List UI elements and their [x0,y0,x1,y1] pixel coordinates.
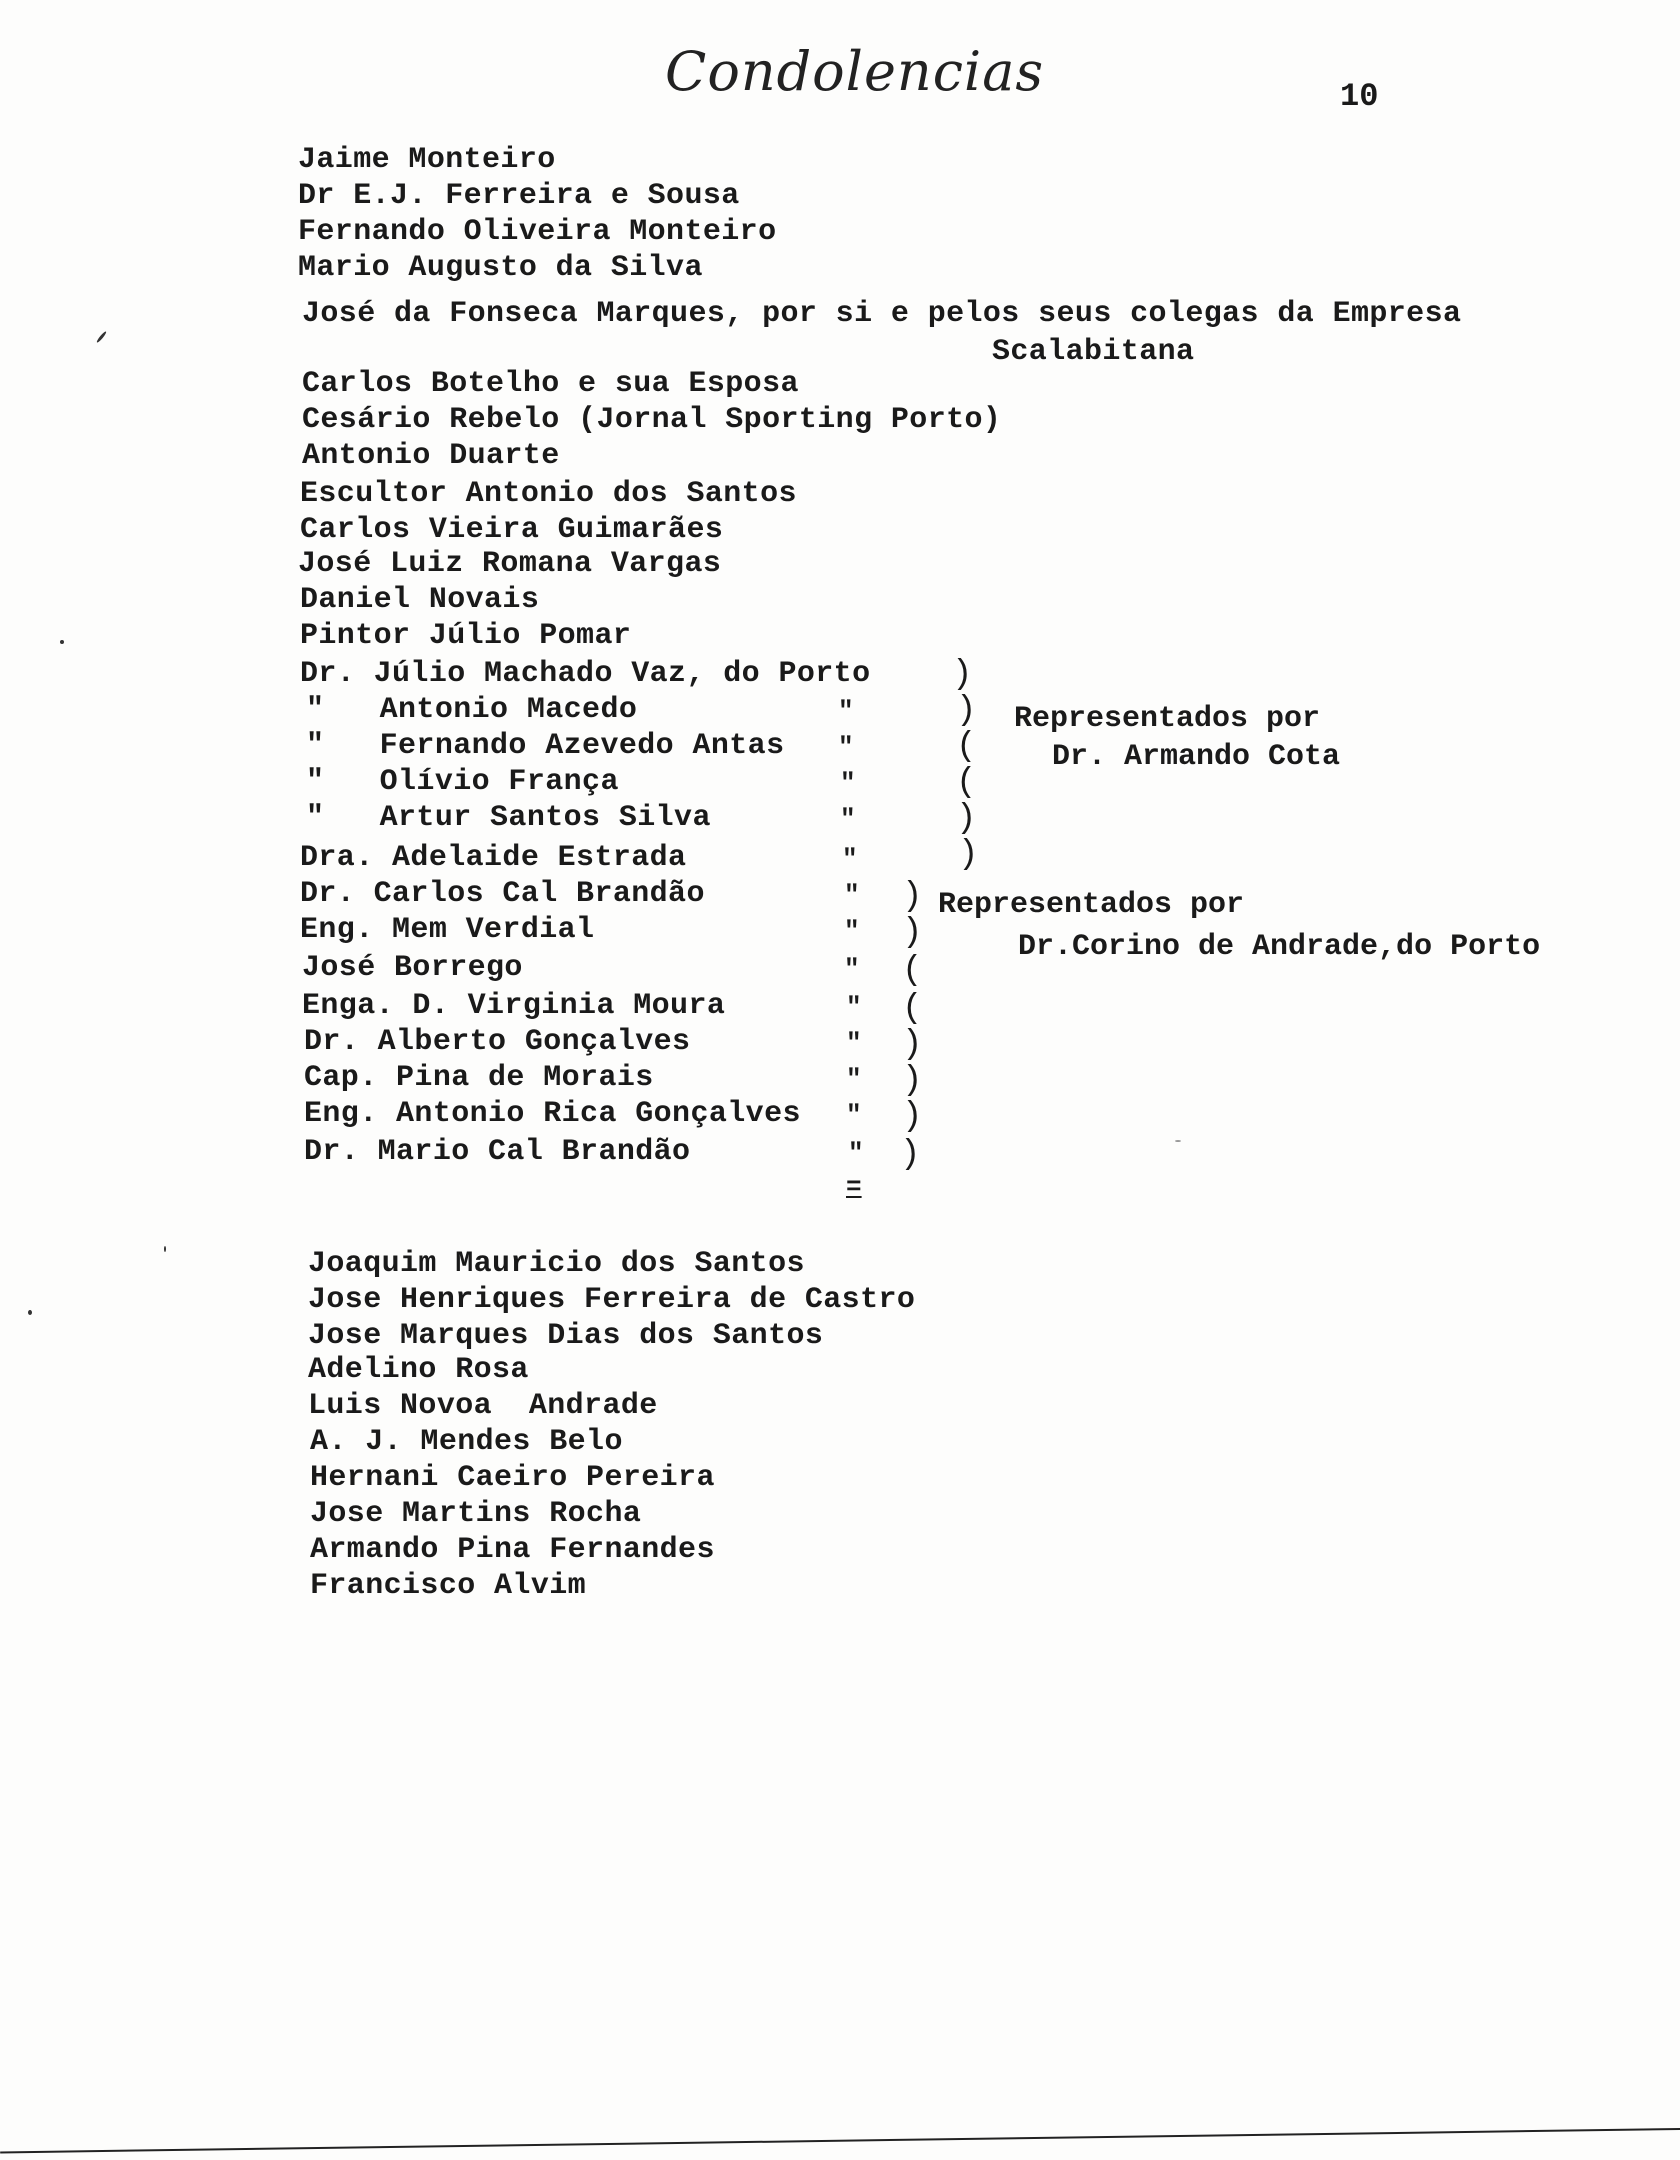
scan-mark [1175,1140,1181,1142]
ditto-mark: " [838,732,854,762]
ditto-mark: " [846,992,862,1022]
ditto-mark: " [842,844,858,874]
list-item: Escultor Antonio dos Santos [300,477,797,511]
bracket-mark: ) [958,836,979,874]
list-item: Daniel Novais [300,583,540,617]
ditto-mark: " [846,1100,862,1130]
bracket-mark: ( [902,990,923,1028]
ditto-mark: " [846,1064,862,1094]
group2-represented-by: Dr.Corino de Andrade,do Porto [1018,930,1541,964]
bracket-mark: ) [952,656,973,694]
list-item: Luis Novoa Andrade [308,1389,658,1423]
list-item: Francisco Alvim [310,1569,587,1603]
list-item: A. J. Mendes Belo [310,1425,623,1459]
scan-mark [96,331,107,344]
list-item: Mario Augusto da Silva [298,251,703,285]
list-item: Dr E.J. Ferreira e Sousa [298,179,740,213]
page-number: 10 [1340,78,1379,115]
scan-mark [60,640,64,644]
ditto-mark: " [840,804,856,834]
bracket-mark: ( [902,952,923,990]
bracket-mark: ) [902,914,923,952]
group1-name: " Antonio Macedo [306,693,638,727]
group2-name: Dr. Mario Cal Brandão [304,1135,691,1169]
group1-name: " Olívio França [306,765,619,799]
ditto-mark: " [848,1138,864,1168]
list-item: Carlos Vieira Guimarães [300,513,724,547]
group2-represented-label: Representados por [938,888,1245,922]
scan-mark [164,1246,166,1252]
ditto-mark: " [844,954,860,984]
list-item: Pintor Júlio Pomar [300,619,632,653]
ditto-mark: " [838,696,854,726]
list-item-continuation: Scalabitana [992,335,1195,369]
group1-represented-label: Representados por [1014,702,1321,736]
page-edge-line [0,2128,1680,2153]
group1-name: Dr. Júlio Machado Vaz, do Porto [300,657,871,691]
list-item: José da Fonseca Marques, por si e pelos seus colegas da Empresa [302,297,1462,331]
bracket-mark: ) [900,1136,921,1174]
ditto-mark: " [844,880,860,910]
bracket-mark: ) [956,692,977,730]
bracket-mark: ) [902,878,923,916]
list-item: Jose Martins Rocha [310,1497,642,1531]
group1-name: " Artur Santos Silva [306,801,711,835]
list-item: Hernani Caeiro Pereira [310,1461,715,1495]
handwritten-note: Condolencias [665,40,1045,103]
list-item: Antonio Duarte [302,439,560,473]
separator-mark: = [846,1172,862,1202]
ditto-mark: " [840,768,856,798]
list-item: Carlos Botelho e sua Esposa [302,367,799,401]
list-item: Adelino Rosa [308,1353,529,1387]
list-item: Armando Pina Fernandes [310,1533,715,1567]
group2-name: Cap. Pina de Morais [304,1061,654,1095]
group2-name: Dra. Adelaide Estrada [300,841,687,875]
list-item: Jose Henriques Ferreira de Castro [308,1283,916,1317]
ditto-mark: " [846,1028,862,1058]
group2-name: Eng. Antonio Rica Gonçalves [304,1097,801,1131]
group2-name: Enga. D. Virginia Moura [302,989,726,1023]
list-item: Jose Marques Dias dos Santos [308,1319,824,1353]
bracket-mark: ) [902,1098,923,1136]
group2-name: Dr. Alberto Gonçalves [304,1025,691,1059]
list-item: Joaquim Mauricio dos Santos [308,1247,805,1281]
bracket-mark: ) [902,1062,923,1100]
bracket-mark: ) [956,800,977,838]
group1-name: " Fernando Azevedo Antas [306,729,785,763]
group2-name: José Borrego [302,951,523,985]
list-item: José Luiz Romana Vargas [298,547,722,581]
group2-name: Eng. Mem Verdial [300,913,595,947]
bracket-mark: ) [902,1026,923,1064]
group1-represented-by: Dr. Armando Cota [1052,740,1341,774]
ditto-mark: " [844,916,860,946]
list-item: Cesário Rebelo (Jornal Sporting Porto) [302,403,1002,437]
list-item: Jaime Monteiro [298,143,556,177]
bracket-mark: ( [956,728,977,766]
scan-mark [28,1310,32,1315]
group2-name: Dr. Carlos Cal Brandão [300,877,705,911]
bracket-mark: ( [956,764,977,802]
list-item: Fernando Oliveira Monteiro [298,215,777,249]
